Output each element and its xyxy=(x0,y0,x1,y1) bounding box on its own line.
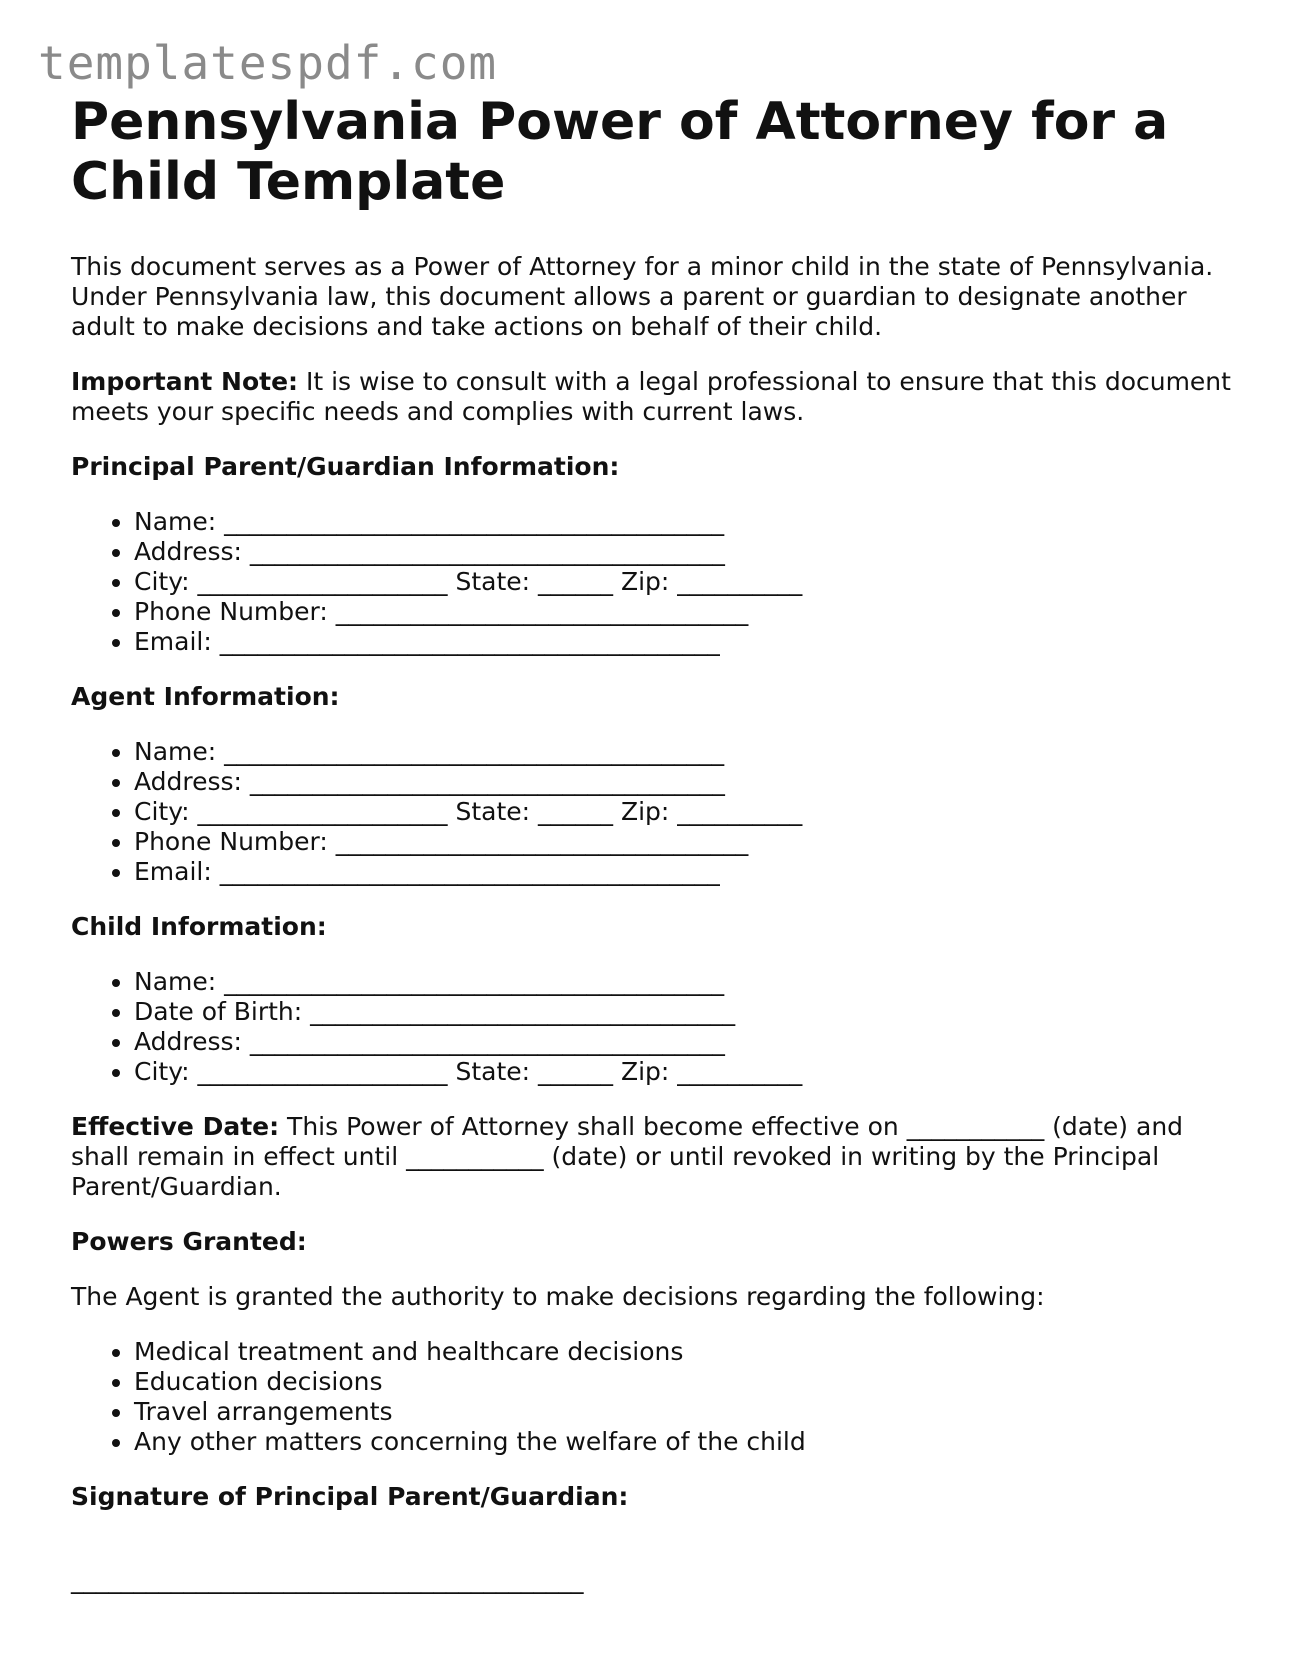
power-item-medical: • Medical treatment and healthcare decisions xyxy=(134,1337,1231,1367)
document-title xyxy=(71,92,1231,212)
document-page xyxy=(71,92,1231,1595)
principal-email-field: • Email: ________________________________________ xyxy=(134,627,1231,657)
effective-date-paragraph xyxy=(71,1112,1231,1202)
title-line-1: Pennsylvania Power of Attorney for a xyxy=(71,92,1169,152)
intro-paragraph: This document serves as a Power of Attorney for a minor child in the state of Pennsylvania. Under Pennsylvania law, this document allows a parent or guardian to designate another adult to make decisions and take actions on behalf of their child. xyxy=(71,252,1214,341)
important-note-text: It is wise to consult with a legal professional to ensure that this document meets your specific needs and complies with current laws. xyxy=(71,367,1231,426)
principal-address-field: • Address: ______________________________________ xyxy=(134,537,1231,567)
powers-heading: Powers Granted: xyxy=(71,1227,307,1256)
agent-phone-field: • Phone Number: _________________________________ xyxy=(134,827,1231,857)
watermark: templatespdf.com xyxy=(38,36,498,90)
child-heading: Child Information: xyxy=(71,912,327,941)
agent-city-state-zip-field: • City: ____________________ State: ______ Zip: __________ xyxy=(134,797,1231,827)
signature-gap xyxy=(71,1512,1231,1540)
powers-intro: The Agent is granted the authority to make decisions regarding the following: xyxy=(71,1282,1045,1311)
power-item-travel: • Travel arrangements xyxy=(134,1397,1231,1427)
title-line-2: Child Template xyxy=(71,152,506,212)
child-city-state-zip-field: • City: ____________________ State: ______ Zip: __________ xyxy=(134,1057,1231,1087)
important-note xyxy=(71,367,1231,427)
effective-date-text: This Power of Attorney shall become effective on ___________ (date) and shall remain in effect until ___________ (date) or until revoked in writing by the Principal Parent/Guardian. xyxy=(71,1112,1184,1201)
child-address-field: • Address: ______________________________________ xyxy=(134,1027,1231,1057)
child-name-field: • Name: ________________________________________ xyxy=(134,967,1231,997)
important-note-label: Important Note: xyxy=(71,367,299,396)
effective-date-label: Effective Date: xyxy=(71,1112,280,1141)
principal-city-state-zip-field: • City: ____________________ State: ______ Zip: __________ xyxy=(134,567,1231,597)
principal-fields xyxy=(71,507,1231,657)
signature-line: _________________________________________ xyxy=(71,1565,584,1594)
child-dob-field: • Date of Birth: __________________________________ xyxy=(134,997,1231,1027)
agent-heading: Agent Information: xyxy=(71,682,340,711)
child-fields xyxy=(71,967,1231,1087)
agent-fields xyxy=(71,737,1231,887)
power-item-education: • Education decisions xyxy=(134,1367,1231,1397)
agent-email-field: • Email: ________________________________________ xyxy=(134,857,1231,887)
agent-name-field: • Name: ________________________________________ xyxy=(134,737,1231,767)
principal-heading: Principal Parent/Guardian Information: xyxy=(71,452,620,481)
principal-name-field: • Name: ________________________________________ xyxy=(134,507,1231,537)
signature-heading: Signature of Principal Parent/Guardian: xyxy=(71,1482,629,1511)
power-item-other: • Any other matters concerning the welfare of the child xyxy=(134,1427,1231,1457)
agent-address-field: • Address: ______________________________________ xyxy=(134,767,1231,797)
principal-phone-field: • Phone Number: _________________________________ xyxy=(134,597,1231,627)
powers-list xyxy=(71,1337,1231,1457)
